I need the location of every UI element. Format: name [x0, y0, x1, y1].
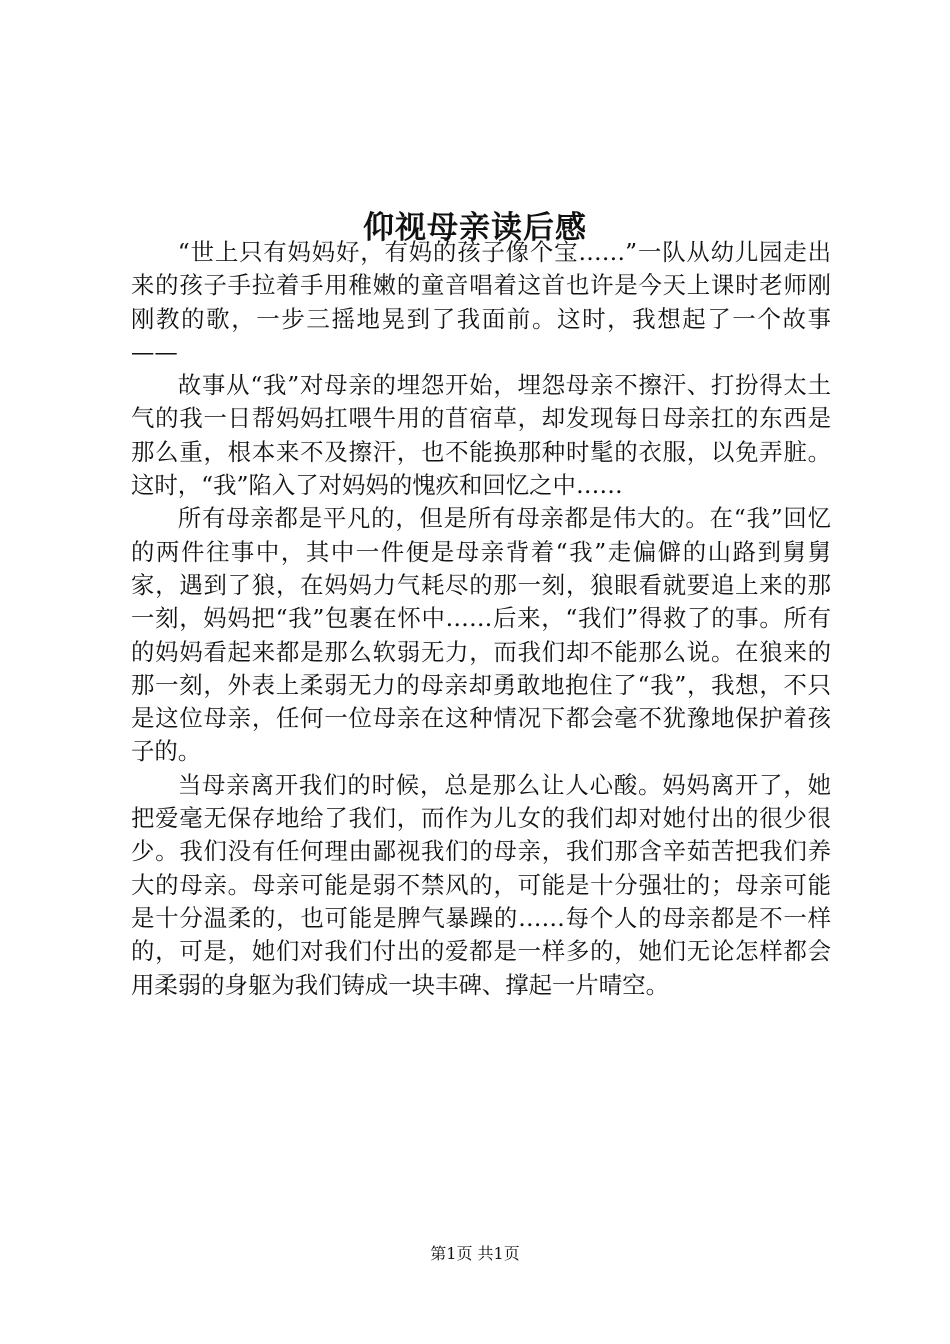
document-body	[131, 236, 831, 1002]
paragraph-4: 当母亲离开我们的时候，总是那么让人心酸。妈妈离开了，她把爱毫无保存地给了我们，而作为儿女的我们却对她付出的很少很少。我们没有任何理由鄙视我们的母亲，我们那含辛茹苦把我们养大的母亲。母亲可能是弱不禁风的，可能是十分强壮的；母亲可能是十分温柔的，也可能是脾气暴躁的……每个人的母亲都是不一样的，可是，她们对我们付出的爱都是一样多的，她们无论怎样都会用柔弱的身躯为我们铸成一块丰碑、撑起一片晴空。	[131, 770, 831, 999]
paragraph-3: 所有母亲都是平凡的，但是所有母亲都是伟大的。在“我”回忆的两件往事中，其中一件便是母亲背着“我”走偏僻的山路到舅舅家，遇到了狼，在妈妈力气耗尽的那一刻，狼眼看就要追上来的那一刻，妈妈把“我”包裹在怀中……后来，“我们”得救了的事。所有的妈妈看起来都是那么软弱无力，而我们却不能那么说。在狼来的那一刻，外表上柔弱无力的母亲却勇敢地抱住了“我”，我想，不只是这位母亲，任何一位母亲在这种情况下都会毫不犹豫地保护着孩子的。	[131, 504, 831, 766]
paragraph-1: “世上只有妈妈好，有妈的孩子像个宝……”一队从幼儿园走出来的孩子手拉着手用稚嫩的童音唱着这首也许是今天上课时老师刚刚教的歌，一步三摇地晃到了我面前。这时，我想起了一个故事——	[131, 238, 831, 366]
document-title: 仰视母亲读后感	[363, 209, 587, 246]
page-footer: 第1页 共1页	[430, 1244, 520, 1263]
paragraph-2: 故事从“我”对母亲的埋怨开始，埋怨母亲不擦汗、打扮得太土气的我一日帮妈妈扛喂牛用的苜宿草，却发现每日母亲扛的东西是那么重，根本来不及擦汗，也不能换那种时髦的衣服，以免弄脏。这时，“我”陷入了对妈妈的愧疚和回忆之中……	[131, 371, 831, 500]
